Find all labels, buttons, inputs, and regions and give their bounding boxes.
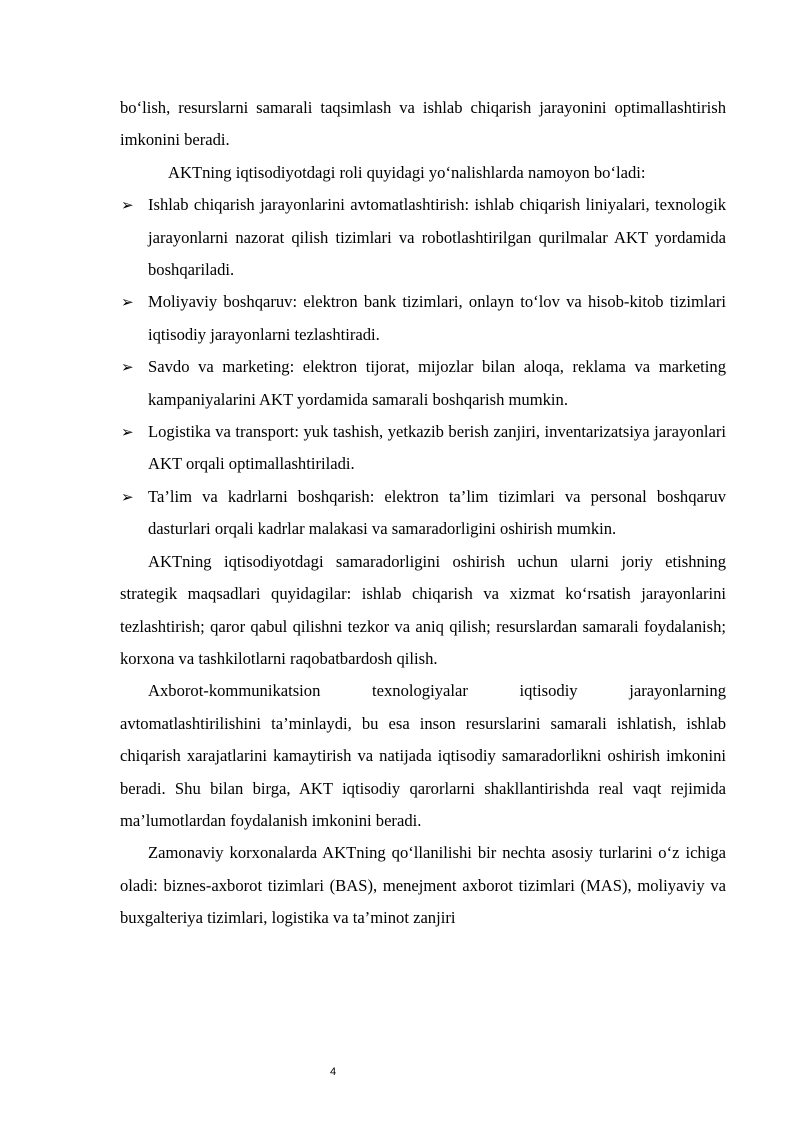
list-item-text: Moliyaviy boshqaruv: elektron bank tizimlari, onlayn to‘lov va hisob-kitob tizimlari iqtisodiy jarayonlarni tezlashtiradi. bbox=[148, 292, 726, 344]
intro-paragraph: AKTning iqtisodiyotdagi roli quyidagi yo‘nalishlarda namoyon bo‘ladi: bbox=[168, 162, 646, 182]
list-item bbox=[120, 189, 726, 286]
list-item bbox=[120, 351, 726, 416]
page-number: 4 bbox=[329, 1066, 337, 1078]
list-item-text: Logistika va transport: yuk tashish, yetkazib berish zanjiri, inventarizatsiya jarayonlari AKT orqali optimallashtiriladi. bbox=[148, 422, 726, 474]
body-paragraph: AKTning iqtisodiyotdagi samaradorligini oshirish uchun ularni joriy etishning strategik maqsadlari quyidagilar: ishlab chiqarish va xizmat ko‘rsatish jarayonlarini tezlashtirish; qaror qabul qilishni tezkor va aniq qilish; resurslardan samarali foydalanish; korxona va tashkilotlarni raqobatbardosh qilish. bbox=[120, 551, 726, 668]
list-item-text: Ishlab chiqarish jarayonlarini avtomatlashtirish: ishlab chiqarish liniyalari, texnologik jarayonlarni nazorat qilish tizimlari va robotlashtirilgan qurilmalar AKT yordamida boshqariladi. bbox=[148, 195, 726, 280]
document-page bbox=[120, 92, 726, 935]
body-paragraph: Zamonaviy korxonalarda AKTning qo‘llanilishi bir nechta asosiy turlarini o‘z ichiga oladi: biznes-axborot tizimlari (BAS), menejment axborot tizimlari (MAS), moliyaviy va buxgalteriya tizimlari, logistika va ta’minot zanjiri bbox=[120, 843, 726, 928]
arrowhead-bullet-icon: ➢ bbox=[121, 358, 134, 377]
paragraph-continued: bo‘lish, resurslarni samarali taqsimlash va ishlab chiqarish jarayonini optimallashtirish imkonini beradi. bbox=[120, 98, 726, 150]
body-paragraph: Axborot-kommunikatsion texnologiyalar iqtisodiy jarayonlarning avtomatlashtirilishini ta’minlaydi, bu esa inson resurslarini samarali ishlatish, ishlab chiqarish xarajatlarini kamaytirish va natijada iqtisodiy samaradorlikni oshirish imkonini beradi. Shu bilan birga, AKT iqtisodiy qarorlarni shakllantirishda real vaqt rejimida ma’lumotlardan foydalanish imkonini beradi. bbox=[120, 681, 726, 830]
arrowhead-bullet-icon: ➢ bbox=[121, 423, 134, 442]
list-item bbox=[120, 416, 726, 481]
arrowhead-bullet-icon: ➢ bbox=[121, 196, 134, 215]
list-item bbox=[120, 286, 726, 351]
arrowhead-bullet-icon: ➢ bbox=[121, 487, 134, 506]
list-item bbox=[120, 481, 726, 546]
list-item-text: Savdo va marketing: elektron tijorat, mijozlar bilan aloqa, reklama va marketing kampaniyalarini AKT yordamida samarali boshqarish mumkin. bbox=[148, 357, 726, 409]
bullet-list bbox=[120, 189, 726, 545]
arrowhead-bullet-icon: ➢ bbox=[121, 293, 134, 312]
list-item-text: Ta’lim va kadrlarni boshqarish: elektron ta’lim tizimlari va personal boshqaruv dasturlari orqali kadrlar malakasi va samaradorligini oshirish mumkin. bbox=[148, 486, 726, 539]
